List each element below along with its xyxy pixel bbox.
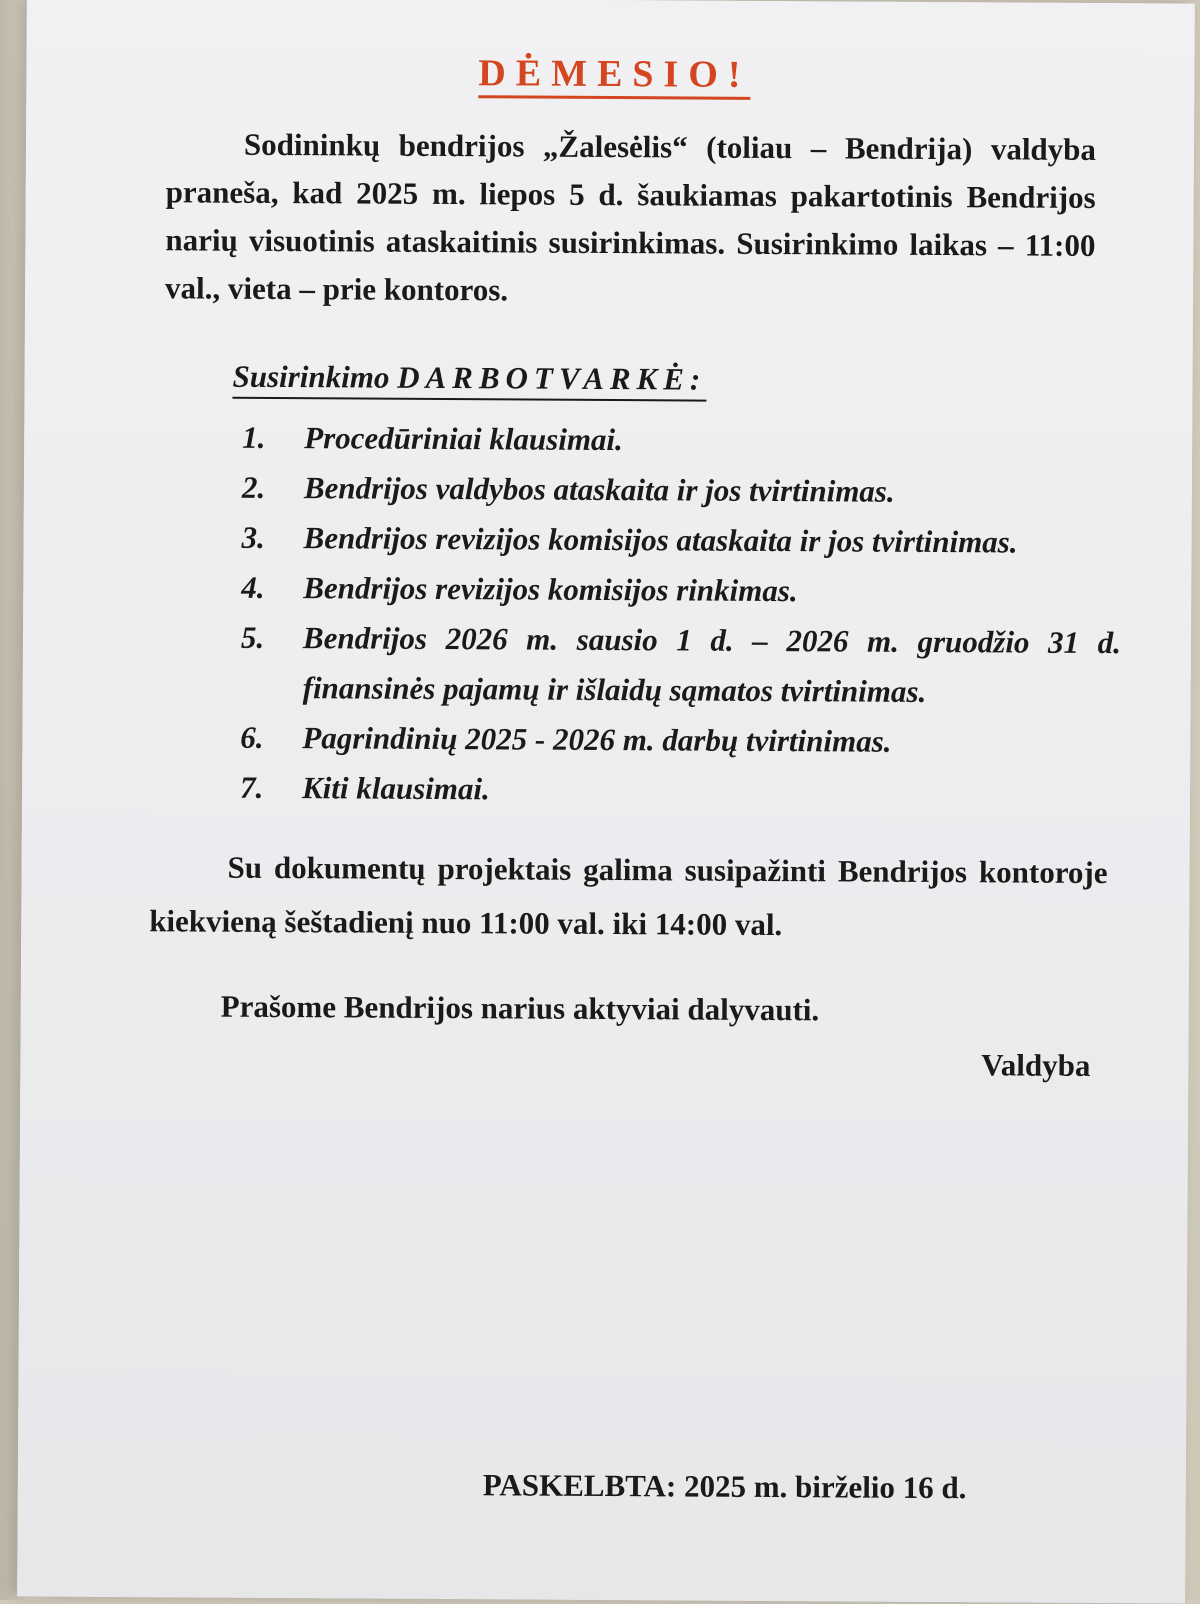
notice-sheet: [17, 0, 1195, 1604]
intro-paragraph: Sodininkų bendrijos „Žalesėlis“ (toliau – Bendrija) valdyba praneša, kad 2025 m. liepos 5 d. šaukiamas pakartotinis Bendrijos narių visuotinis ataskaitinis susirinkimas. Susirinkimo laikas – 11:00 val., vieta – prie kontoros.: [165, 126, 1097, 308]
posted-date: PASKELBTA: 2025 m. birželio 16 d.: [482, 1467, 967, 1506]
agenda-item: [241, 613, 1122, 718]
agenda-item: [241, 513, 1121, 568]
agenda-item-number: 2.: [241, 469, 266, 505]
agenda-item: [240, 713, 1120, 768]
agenda-heading-block: [232, 357, 1107, 404]
signature: Valdyba: [981, 1047, 1091, 1083]
agenda-heading-title: DARBOTVARKĖ:: [397, 359, 707, 397]
agenda-item-number: 7.: [239, 769, 264, 805]
notice-content: [138, 49, 1122, 1093]
agenda-item: [241, 563, 1121, 618]
agenda-list: [240, 413, 1122, 818]
documents-paragraph: Su dokumentų projektais galima susipažinti Bendrijos kontoroje kiekvieną šeštadienį nuo 11:00 val. iki 14:00 val.: [149, 849, 1108, 943]
agenda-item-text: Bendrijos valdybos ataskaita ir jos tvirtinimas.: [303, 470, 895, 509]
agenda-heading: [232, 357, 706, 402]
agenda-item-text: Bendrijos revizijos komisijos ataskaita ir jos tvirtinimas.: [303, 520, 1018, 560]
agenda-item: [242, 413, 1122, 468]
agenda-item-text: Kiti klausimai.: [301, 770, 490, 807]
agenda-heading-prefix: Susirinkimo: [232, 358, 390, 395]
title-block: [144, 49, 1064, 102]
agenda-item-text: Bendrijos revizijos komisijos rinkimas.: [303, 570, 798, 609]
agenda-item-number: 3.: [241, 519, 265, 555]
agenda-item-text: Bendrijos 2026 m. sausio 1 d. – 2026 m. gruodžio 31 d. finansinės pajamų ir išlaidų sąmatos tvirtinimas.: [302, 620, 1122, 709]
agenda-item: [242, 463, 1122, 518]
agenda-item-text: Pagrindinių 2025 - 2026 m. darbų tvirtinimas.: [302, 720, 892, 759]
agenda-item-text: Procedūriniai klausimai.: [304, 420, 623, 458]
agenda-item-number: 6.: [240, 719, 264, 755]
agenda-item-number: 1.: [242, 419, 266, 455]
notice-title: DĖMESIO!: [478, 51, 750, 100]
agenda-item-number: 5.: [240, 619, 265, 655]
agenda-item: [240, 763, 1120, 818]
request-line: Prašome Bendrijos narius aktyviai dalyvauti.: [220, 988, 820, 1028]
agenda-item-number: 4.: [241, 569, 265, 605]
